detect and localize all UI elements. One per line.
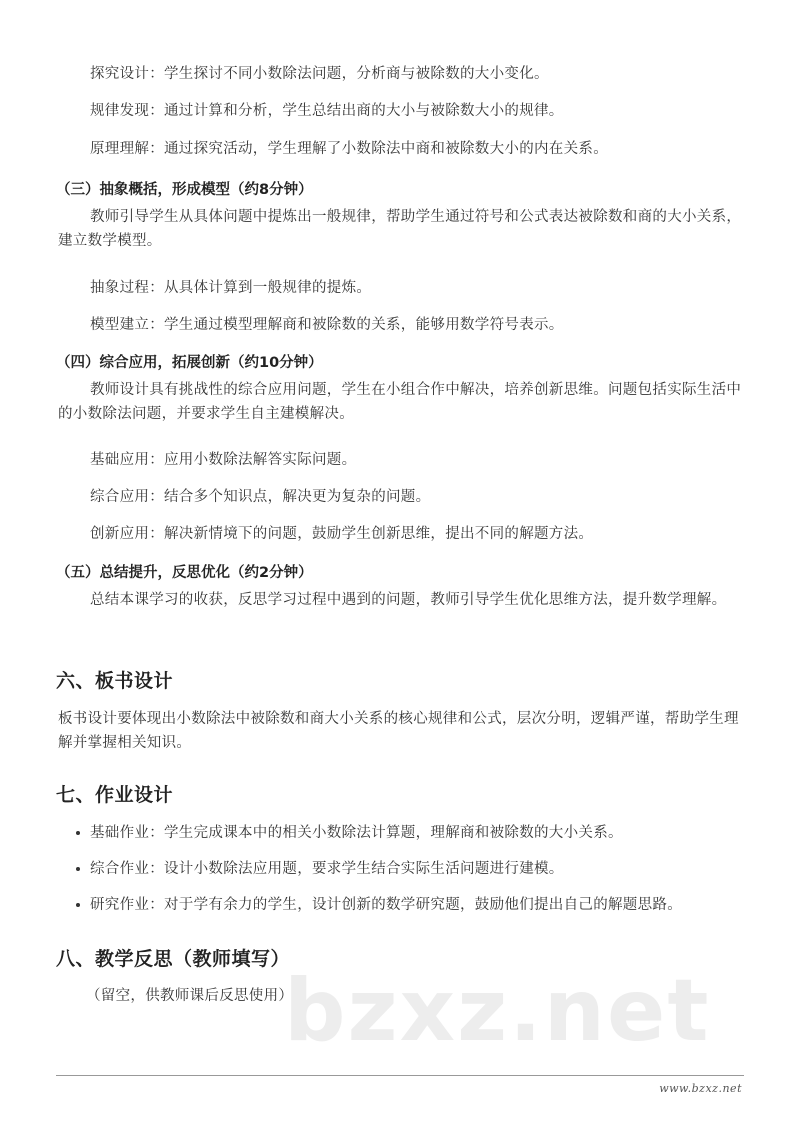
- section8-heading: 八、教学反思（教师填写）: [56, 948, 291, 970]
- bullet-icon: [76, 867, 80, 871]
- principle-understanding-item: 原理理解：通过探究活动，学生理解了小数除法中商和被除数大小的内在关系。: [90, 141, 608, 157]
- reflection-note: （留空，供教师课后反思使用）: [86, 988, 294, 1004]
- step4-paragraph: 教师设计具有挑战性的综合应用问题，学生在小组合作中解决，培养创新思维。问题包括实际生活中的小数除法问题，并要求学生自主建模解决。: [58, 382, 742, 422]
- section7-heading: 七、作业设计: [56, 784, 174, 806]
- model-building-item: 模型建立：学生通过模型理解商和被除数的关系，能够用数学符号表示。: [90, 317, 564, 333]
- section6-paragraph: 板书设计要体现出小数除法中被除数和商大小关系的核心规律和公式，层次分明，逻辑严谨，帮助学生理解并掌握相关知识。: [58, 711, 739, 751]
- pattern-discovery-item: 规律发现：通过计算和分析，学生总结出商的大小与被除数大小的规律。: [90, 103, 564, 119]
- comprehensive-application-item: 综合应用：结合多个知识点，解决更为复杂的问题。: [90, 489, 431, 505]
- section6-heading: 六、板书设计: [56, 670, 174, 692]
- abstraction-process-item: 抽象过程：从具体计算到一般规律的提炼。: [90, 280, 372, 296]
- step3-paragraph: 教师引导学生从具体问题中提炼出一般规律，帮助学生通过符号和公式表达被除数和商的大小关系，建立数学模型。: [58, 209, 742, 249]
- step5-paragraph: 总结本课学习的收获，反思学习过程中遇到的问题，教师引导学生优化思维方法，提升数学理解。: [90, 592, 727, 608]
- basic-application-item: 基础应用：应用小数除法解答实际问题。: [90, 452, 357, 468]
- homework-item-text: 综合作业：设计小数除法应用题，要求学生结合实际生活问题进行建模。: [90, 861, 564, 877]
- bullet-icon: [76, 903, 80, 907]
- innovative-application-item: 创新应用：解决新情境下的问题，鼓励学生创新思维，提出不同的解题方法。: [90, 526, 594, 542]
- inquiry-design-item: 探究设计：学生探讨不同小数除法问题，分析商与被除数的大小变化。: [90, 66, 549, 82]
- homework-item-text: 基础作业：学生完成课本中的相关小数除法计算题，理解商和被除数的大小关系。: [90, 825, 623, 841]
- homework-item-comprehensive: [76, 857, 682, 881]
- homework-item-text: 研究作业：对于学有余力的学生，设计创新的数学研究题，鼓励他们提出自己的解题思路。: [90, 897, 682, 913]
- bullet-icon: [76, 831, 80, 835]
- step4-heading: （四）综合应用，拓展创新（约10分钟）: [56, 355, 323, 371]
- watermark: bzxz.net: [284, 961, 711, 1061]
- homework-item-research: [76, 893, 682, 917]
- footer-divider: [56, 1075, 744, 1076]
- step5-heading: （五）总结提升，反思优化（约2分钟）: [56, 565, 313, 581]
- footer-url: www.bzxz.net: [659, 1082, 742, 1095]
- homework-list: [76, 821, 682, 929]
- step3-heading: （三）抽象概括，形成模型（约8分钟）: [56, 182, 313, 198]
- homework-item-basic: [76, 821, 682, 845]
